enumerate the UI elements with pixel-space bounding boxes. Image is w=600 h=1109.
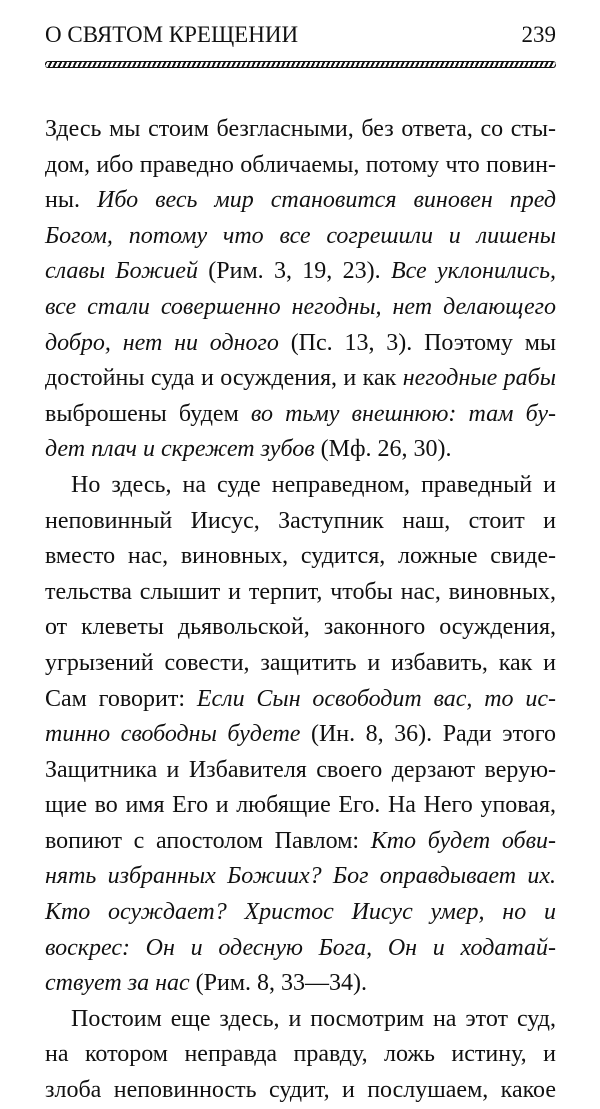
italic-quote: воскрес: Он и одесную Бога, Он и ходатай- bbox=[45, 934, 556, 961]
text-run: (Рим. 8, 33—34). bbox=[189, 970, 368, 997]
decorative-rope-rule bbox=[45, 61, 556, 68]
italic-quote: добро, нет ни одного bbox=[45, 329, 279, 356]
text-line bbox=[45, 1037, 556, 1073]
text-line bbox=[45, 219, 556, 255]
text-run: Здесь мы стоим безгласными, без ответа, со сты- bbox=[45, 116, 556, 142]
italic-quote: Ибо весь мир становится виновен пред bbox=[96, 187, 557, 214]
text-line bbox=[45, 717, 556, 753]
italic-quote: тинно свободны будете bbox=[45, 721, 301, 748]
italic-quote: во тьму внешнюю: там бу- bbox=[250, 400, 556, 427]
text-run: дом, ибо праведно обличаемы, потому что повин- bbox=[45, 151, 556, 178]
text-run: от клеветы дьявольской, законного осуждения, bbox=[45, 614, 556, 641]
text-line bbox=[45, 539, 556, 575]
italic-quote: Богом, потому что все согрешили и лишены bbox=[45, 222, 556, 249]
italic-quote: Все уклонились, bbox=[390, 258, 556, 285]
text-run: ны. bbox=[45, 187, 97, 214]
text-run: Сам говорит: bbox=[45, 685, 197, 712]
text-line bbox=[45, 504, 556, 540]
text-line bbox=[45, 824, 556, 860]
text-line bbox=[45, 646, 556, 682]
italic-quote: все стали совершенно негодны, нет делающего bbox=[45, 293, 556, 320]
italic-quote: негодные рабы bbox=[402, 365, 556, 392]
italic-quote: Если Сын освободит вас, то ис- bbox=[196, 685, 556, 712]
text-run: Но здесь, на суде неправедном, праведный и bbox=[71, 471, 556, 498]
text-line bbox=[45, 290, 556, 326]
italic-quote: ствует за нас bbox=[45, 970, 190, 997]
italic-quote: Кто будет обви- bbox=[370, 827, 557, 854]
chapter-title: О СВЯТОМ КРЕЩЕНИИ bbox=[45, 22, 299, 47]
page-number: 239 bbox=[521, 22, 556, 47]
text-line bbox=[45, 610, 556, 646]
page-body-text bbox=[45, 112, 556, 1109]
text-line bbox=[45, 895, 556, 931]
text-run: вместо нас, виновных, судится, ложные свиде- bbox=[45, 543, 556, 570]
text-run: выброшены будем bbox=[45, 400, 251, 427]
text-run: (Мф. 26, 30). bbox=[314, 436, 452, 463]
text-run: неповинный Иисус, Заступник наш, стоит и bbox=[45, 507, 556, 534]
text-run: тельства слышит и терпит, чтобы нас, виновных, bbox=[45, 578, 556, 605]
text-line bbox=[45, 361, 556, 397]
text-line bbox=[45, 432, 556, 468]
italic-quote: Кто осуждает? Христос Иисус умер, но и bbox=[45, 899, 556, 926]
italic-quote: нять избранных Божиих? Бог оправдывает их. bbox=[45, 863, 556, 890]
text-run: на котором неправда правду, ложь истину, и bbox=[45, 1041, 556, 1068]
text-line bbox=[45, 859, 556, 895]
text-line bbox=[45, 682, 556, 718]
text-line bbox=[45, 326, 556, 362]
italic-quote: дет плач и скрежет зубов bbox=[45, 436, 315, 463]
text-line bbox=[45, 254, 556, 290]
text-run: Защитника и Избавителя своего дерзают верую- bbox=[45, 756, 556, 783]
text-line bbox=[45, 575, 556, 611]
text-line bbox=[45, 468, 556, 504]
text-run: угрызений совести, защитить и избавить, как и bbox=[45, 649, 556, 676]
text-run: злоба неповинность судит, и послушаем, какое bbox=[45, 1077, 556, 1104]
text-run: Постоим еще здесь, и посмотрим на этот суд, bbox=[71, 1005, 556, 1032]
text-run: (Рим. 3, 19, 23). bbox=[197, 258, 391, 285]
text-line bbox=[45, 931, 556, 967]
text-line bbox=[45, 753, 556, 789]
text-line bbox=[45, 112, 556, 148]
text-line bbox=[45, 1002, 556, 1038]
text-line bbox=[45, 788, 556, 824]
text-run: (Ин. 8, 36). Ради этого bbox=[300, 721, 556, 748]
text-run: достойны суда и осуждения, и как bbox=[45, 365, 403, 392]
text-run: щие во имя Его и любящие Его. На Него уповая, bbox=[45, 792, 556, 819]
italic-quote: славы Божией bbox=[45, 258, 198, 285]
running-header bbox=[45, 18, 556, 52]
text-run: вопиют с апостолом Павлом: bbox=[45, 827, 371, 854]
text-line bbox=[45, 183, 556, 219]
text-run: (Пс. 13, 3). Поэтому мы bbox=[278, 329, 557, 356]
text-line bbox=[45, 148, 556, 184]
text-line bbox=[45, 966, 556, 1002]
text-line bbox=[45, 1073, 556, 1109]
text-line bbox=[45, 397, 556, 433]
